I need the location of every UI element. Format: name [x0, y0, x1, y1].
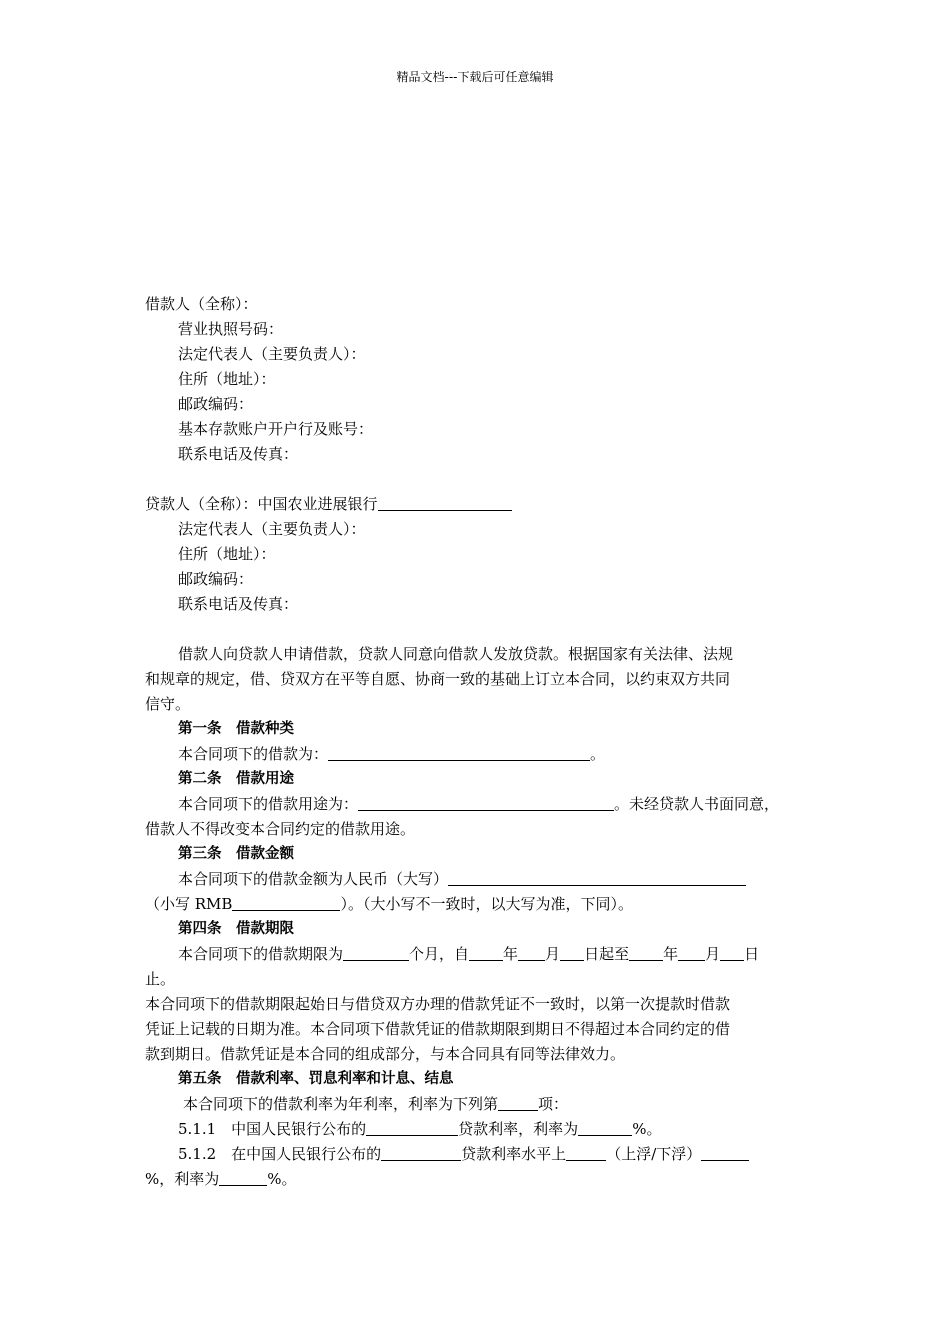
- article-2-text: 本合同项下的借款用途为： 。未经贷款人书面同意，: [178, 795, 780, 813]
- start-month-blank: [518, 944, 545, 961]
- borrower-field: 住所（地址）：: [178, 370, 276, 388]
- borrower-field: 法定代表人（主要负责人）：: [178, 345, 366, 363]
- article-5-title: 第五条 借款利率、罚息利率和计息、结息: [178, 1071, 454, 1087]
- loan-rate-type-blank: [381, 1144, 461, 1161]
- loan-type-blank: [328, 744, 590, 761]
- amount-capital-blank: [448, 869, 746, 886]
- lender-title: 贷款人（全称）：中国农业进展银行: [145, 492, 815, 517]
- lender-field: 住所（地址）：: [178, 545, 276, 563]
- rate-percent-blank: [578, 1119, 632, 1136]
- article-4-term-end: 止。: [145, 970, 176, 988]
- end-day-blank: [720, 944, 744, 961]
- borrower-field: 邮政编码：: [178, 395, 254, 413]
- article-4-para: 款到期日。借款凭证是本合同的组成部分，与本合同具有同等法律效力。: [145, 1045, 626, 1063]
- lender-field: 法定代表人（主要负责人）：: [178, 520, 366, 538]
- float-percent-blank: [701, 1144, 749, 1161]
- end-month-blank: [678, 944, 705, 961]
- article-3-line2: （小写 RMB ）。（大小写不一致时，以大写为准，下同）。: [145, 895, 633, 913]
- lender-field: 邮政编码：: [178, 570, 254, 588]
- intro-line: 借款人向贷款人申请借款，贷款人同意向借款人发放贷款。根据国家有关法律、法规: [178, 645, 734, 663]
- clause-5-1-2: 5.1.2 在中国人民银行公布的 贷款利率水平上 （上浮/下浮）: [145, 1142, 815, 1167]
- borrower-field: 联系电话及传真：: [178, 445, 299, 463]
- float-direction-blank: [566, 1144, 606, 1161]
- intro-line: 信守。: [145, 695, 191, 713]
- clause-5-1-2-line2: %，利率为 %。: [145, 1170, 297, 1188]
- intro-line: 和规章的规定，借、贷双方在平等自愿、协商一致的基础上订立本合同，以约束双方共同: [145, 670, 731, 688]
- borrower-field: 基本存款账户开户行及账号：: [178, 420, 374, 438]
- contract-body: [145, 292, 815, 1192]
- borrower-field: 营业执照号码：: [178, 320, 284, 338]
- article-1-title: 第一条 借款种类: [178, 721, 294, 737]
- amount-figures-blank: [232, 894, 340, 911]
- article-1-text: 本合同项下的借款为： 。: [178, 745, 606, 763]
- article-5-text: 本合同项下的借款利率为年利率，利率为下列第 项：: [183, 1095, 569, 1113]
- end-year-blank: [629, 944, 663, 961]
- article-4-title: 第四条 借款期限: [178, 921, 294, 937]
- start-year-blank: [469, 944, 503, 961]
- loan-purpose-blank: [358, 794, 614, 811]
- start-day-blank: [560, 944, 584, 961]
- loan-rate-type-blank: [366, 1119, 458, 1136]
- lender-name-blank: [378, 494, 512, 511]
- article-2-title: 第二条 借款用途: [178, 771, 294, 787]
- article-4-para: 本合同项下的借款期限起始日与借贷双方办理的借款凭证不一致时，以第一次提款时借款: [145, 995, 731, 1013]
- option-number-blank: [498, 1094, 538, 1111]
- clause-5-1-1: 5.1.1 中国人民银行公布的 贷款利率，利率为 %。: [178, 1120, 662, 1138]
- article-4-para: 凭证上记载的日期为准。本合同项下借款凭证的借款期限到期日不得超过本合同约定的借: [145, 1020, 731, 1038]
- borrower-title: 借款人（全称）：: [145, 295, 258, 313]
- page-header: 精品文档---下载后可任意编辑: [396, 70, 554, 84]
- months-blank: [343, 944, 409, 961]
- article-4-term: 本合同项下的借款期限为 个月，自 年 月 日起至 年 月 日: [178, 945, 760, 963]
- article-3-text: 本合同项下的借款金额为人民币（大写）: [145, 867, 815, 892]
- article-2-line2: 借款人不得改变本合同约定的借款用途。: [145, 820, 416, 838]
- article-3-title: 第三条 借款金额: [178, 846, 294, 862]
- rate-percent-blank: [219, 1169, 267, 1186]
- lender-field: 联系电话及传真：: [178, 595, 299, 613]
